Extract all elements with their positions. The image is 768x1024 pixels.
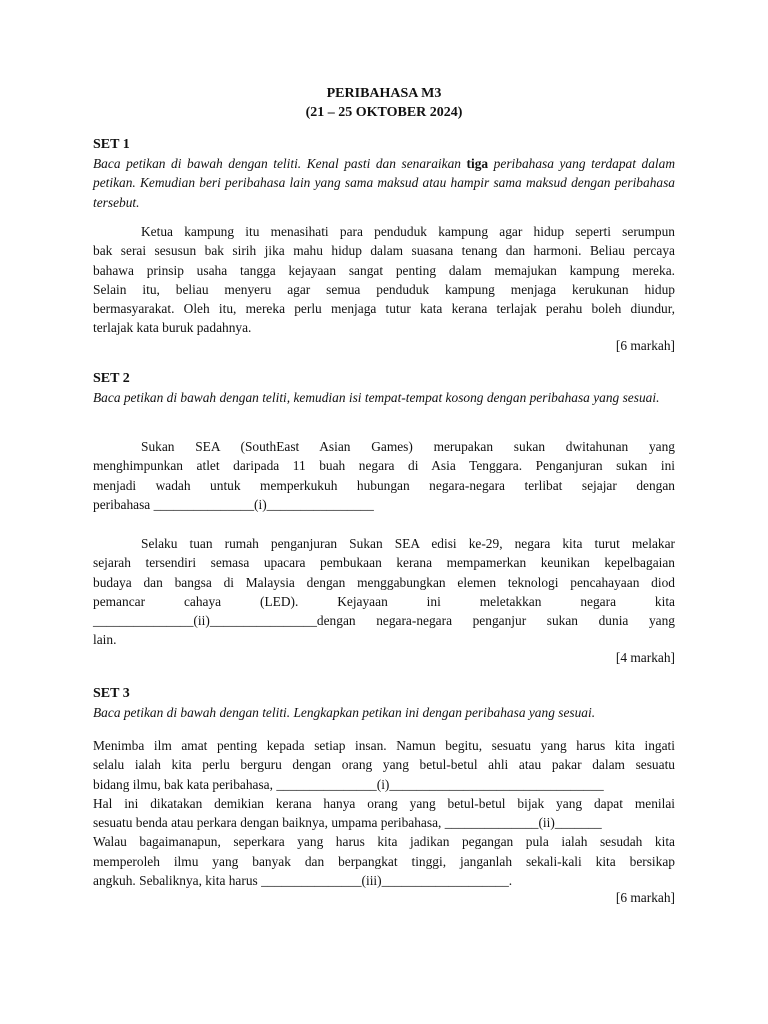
set1-instruction-part2: peribahasa yang terdapat dalam petikan. Kemudian beri peribahasa lain yang sama maksud atau hampir sama maksud dengan peribahasa tersebut. [93,156,675,210]
set1-line: Ketua kampung itu menasihati para penduduk kampung agar hidup seperti serumpun [141,224,675,239]
set1-heading: SET 1 [93,137,130,152]
set2-passage-2 [93,534,675,650]
set2-p2-line: sejarah tersendiri semasa upacara pembukaan kerana mempamerkan keunikan kepelbagaian [93,555,675,571]
set2-p2-line: pemancar cahaya (LED). Kejayaan ini meletakkan negara kita [93,593,675,609]
set2-instruction: Baca petikan di bawah dengan teliti, kemudian isi tempat-tempat kosong dengan peribahasa yang sesuai. [93,390,660,405]
set1-line: bak serai sesusun bak sirih jika mahu hidup dalam suasana tenang dan harmoni. Beliau percaya [93,243,675,259]
set3-passage [93,736,675,890]
set2-p1-line: peribahasa _______________(i)________________ [93,496,374,512]
set3-line: bidang ilmu, bak kata peribahasa, _______________(i)________________________________ [93,776,604,792]
set3-instruction: Baca petikan di bawah dengan teliti. Lengkapkan petikan ini dengan peribahasa yang sesuai. [93,705,596,720]
set3-line: Walau bagaimanapun, seperkara yang harus kita jadikan pegangan pula ialah sesudah kita [93,834,675,850]
set3-marks: [6 markah] [615,890,675,905]
set3-line: angkuh. Sebaliknya, kita harus _______________(iii)___________________. [93,873,513,889]
set1-line: bermasyarakat. Oleh itu, mereka perlu menjaga tutur kata kerana terlajak perahu boleh diundur, [93,301,675,317]
set2-p1-line: menjadi wadah untuk memperkukuh hubungan negara-negara terlibat sejajar dengan [93,477,675,493]
set3-heading: SET 3 [93,686,130,701]
set2-p2-line: _______________(ii)________________dengan negara-negara penganjur sukan dunia yang [93,613,675,629]
set2-marks: [4 markah] [615,650,675,665]
set3-line: memperoleh ilmu yang banyak dan berpangkat tinggi, janganlah sekali-kali kita bersikap [93,853,675,869]
set2-passage-1 [93,437,675,514]
set2-p2-line: lain. [93,632,117,648]
set2-p1-line: menghimpunkan atlet daripada 11 buah negara di Asia Tenggara. Penganjuran sukan ini [93,458,675,474]
set2-p1-line: Sukan SEA (SouthEast Asian Games) merupakan sukan dwitahunan yang [141,439,675,454]
set1-line: bahawa prinsip usaha tangga kejayaan sangat penting dalam memajukan kampung mereka. [93,262,675,278]
set1-instruction-part1: Baca petikan di bawah dengan teliti. Kenal pasti dan senaraikan [93,156,467,171]
set1-passage [93,222,675,338]
set1-line: Selain itu, beliau menyeru agar semua penduduk kampung menjaga kerukunan hidup [93,281,675,297]
set1-marks: [6 markah] [615,338,675,353]
document-dates: (21 – 25 OKTOBER 2024) [305,105,463,120]
set1-line: terlajak kata buruk padahnya. [93,320,252,336]
set3-line: Hal ini dikatakan demikian kerana hanya orang yang betul-betul bijak yang dapat menilai [93,795,675,811]
set3-line: Menimba ilm amat penting kepada setiap insan. Namun begitu, sesuatu yang harus kita ingati [93,738,675,753]
document-title: PERIBAHASA M3 [326,86,442,101]
set2-p2-line: Selaku tuan rumah penganjuran Sukan SEA edisi ke-29, negara kita turut melakar [141,536,675,551]
set1-instruction [93,154,675,212]
set1-instruction-bold: tiga [466,156,489,171]
set3-line: selalu ialah kita perlu berguru dengan orang yang betul-betul ahli atau pakar dalam sesuatu [93,757,675,773]
set2-p2-line: budaya dan bangsa di Malaysia dengan menggabungkan elemen teknologi pencahayaan diod [93,574,675,590]
set3-line: sesuatu benda atau perkara dengan baiknya, umpama peribahasa, ______________(ii)_______ [93,815,602,831]
set2-heading: SET 2 [93,371,130,386]
